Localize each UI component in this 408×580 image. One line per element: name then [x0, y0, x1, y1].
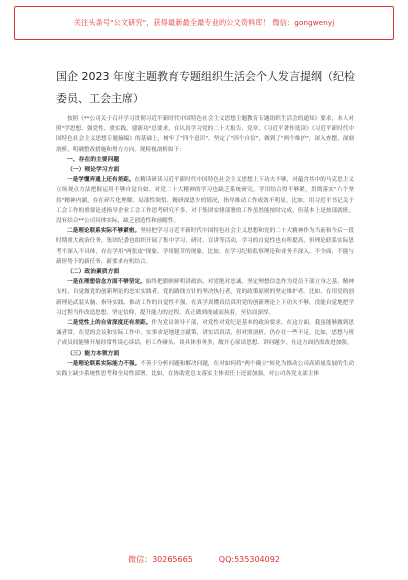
body-paragraph: [56, 359, 354, 379]
subsection-heading: （一）理论学习方面: [67, 167, 120, 174]
section-heading: 一、存在的主要问题: [67, 156, 120, 163]
paragraph-lead: 二是党性上的自省深度还有差距。: [67, 320, 152, 327]
paragraph-lead: 二是理论联系实际不够紧密。: [67, 228, 141, 235]
paragraph-text: 在精读研读习近平新时代中国特色社会主义思想上下功夫不够，对蕴含其中的马克思主义立场观点方法把握运用不够自觉自如。对党二十大精神的学习也缺乏系统研究，学用结合得不够紧，贯彻落实"六个坚持"精神内涵，存在碎片化理解、局部性领悟、精研深思少的情况，指导推动工作成效不明显。比如，用习近平书记关于工会工作的重要论述指导企业工会工作思考研究不多，对于集团安排部署的工作虽然能按时完成，但基本上是按部就班，没有结合**公司具体实际，缺乏创造性和前瞻性。: [56, 177, 354, 225]
body-paragraph: [56, 175, 354, 226]
paragraph-text: 不善于分析问题和解决问题，在对如何将"两个确立"转化为推动公司高质量发展的生动实践上缺少系统性思考和全局性部署。比如，在协助党总支落实主体责任上还需加强，对公司各党支部主体: [56, 360, 354, 378]
body-paragraph: [56, 318, 354, 349]
paragraph-text: 坚持把学习习近平新时代中国特色社会主义思想和党的二十大精神作为当前和今后一段时期重大政治任务，集团纪委也组织开展了集中学习、研讨、宣讲等活动，学习的自觉性也有所提高，但理论联系实际思考不深入不具体，存在学用"两张皮"现象、学用脱节的现象。比如，在学习纪检监察理论和业务不深入、不全面，不能与新形势下的新任务、新要求有机结合。: [56, 228, 354, 265]
body-paragraph: [56, 226, 354, 267]
body-paragraph: [56, 277, 354, 318]
promo-banner-text: 关注头条号"公文研究"，获得最新最全最专业的公文资料库！ 微信：gongwenyj: [73, 18, 335, 27]
paragraph-text: 作为党员领导干部，对党性对党纪是基本的政治要求。在这方面，我虽能够做到思诚者常，在党的会议和实际工作中，实事求是地建言献策，讲实话真话，但对照剖析，仍存在一些不足。比如，思想与班子成员间能够开展经常性谈心谈话，但工作碰头、谈具体事务多，敞开心扉谈思想、讲问题少，在这方面仍需改进加强。: [56, 320, 354, 347]
qq-contact: QQ:535304092: [218, 554, 280, 564]
paragraph-lead: 一是在理想信念方面不够坚定。: [67, 279, 146, 286]
document-title: 国企 2023 年度主题教育专题组织生活会个人发言提纲（纪检委员、工会主席）: [56, 70, 355, 105]
intro-paragraph: 按照《**公司关于召开学习贯彻习近平新时代中国特色社会主义思想主题教育专题组织生活会的通知》要求，本人对照"学思想、强党性、重实践、建新功"总要求，在认真学习党的二十大报告、党章、《习近平著作选读》《习近平新时代中国特色社会主义思想专题摘编》的基础上，树牢了"四个意识"，坚定了"四个自信"，做到了"两个维护"，深入查摆，深刻剖析，明确整改措施和努力方向。现检视剖析如下：: [56, 116, 354, 153]
promo-banner: [14, 6, 394, 40]
subsection-heading: （二）政治素质方面: [67, 269, 120, 276]
contact-footer: [0, 548, 408, 570]
paragraph-lead: 一是学懂弄通上还有差距。: [67, 177, 135, 184]
subsection-heading: （三）能力本领方面: [67, 350, 120, 357]
paragraph-lead: 一是理论联系实际能力不强。: [67, 360, 141, 367]
paragraph-text: 始终把旗帜鲜明讲政治、对党绝对忠诚、坚定理想信念作为党员干部立身之基、精神支柱，自觉做党的创新理论的忠实实践者。党的路线方针的坚决执行者，党的政策原则的坚定维护者。比如，在用党的创新理论武装头脑、指导实践、推动工作的自觉性不强，在真学真懂真信真用党的创新理论上下功夫不够，没能自觉地把学习过程当作改造思想，坚定信仰，提升能力的过程，真正做到虔诚而执着，至信而深厚。: [56, 279, 354, 316]
wechat-contact: 微信：30265665: [128, 554, 193, 564]
document-body: [56, 114, 354, 379]
